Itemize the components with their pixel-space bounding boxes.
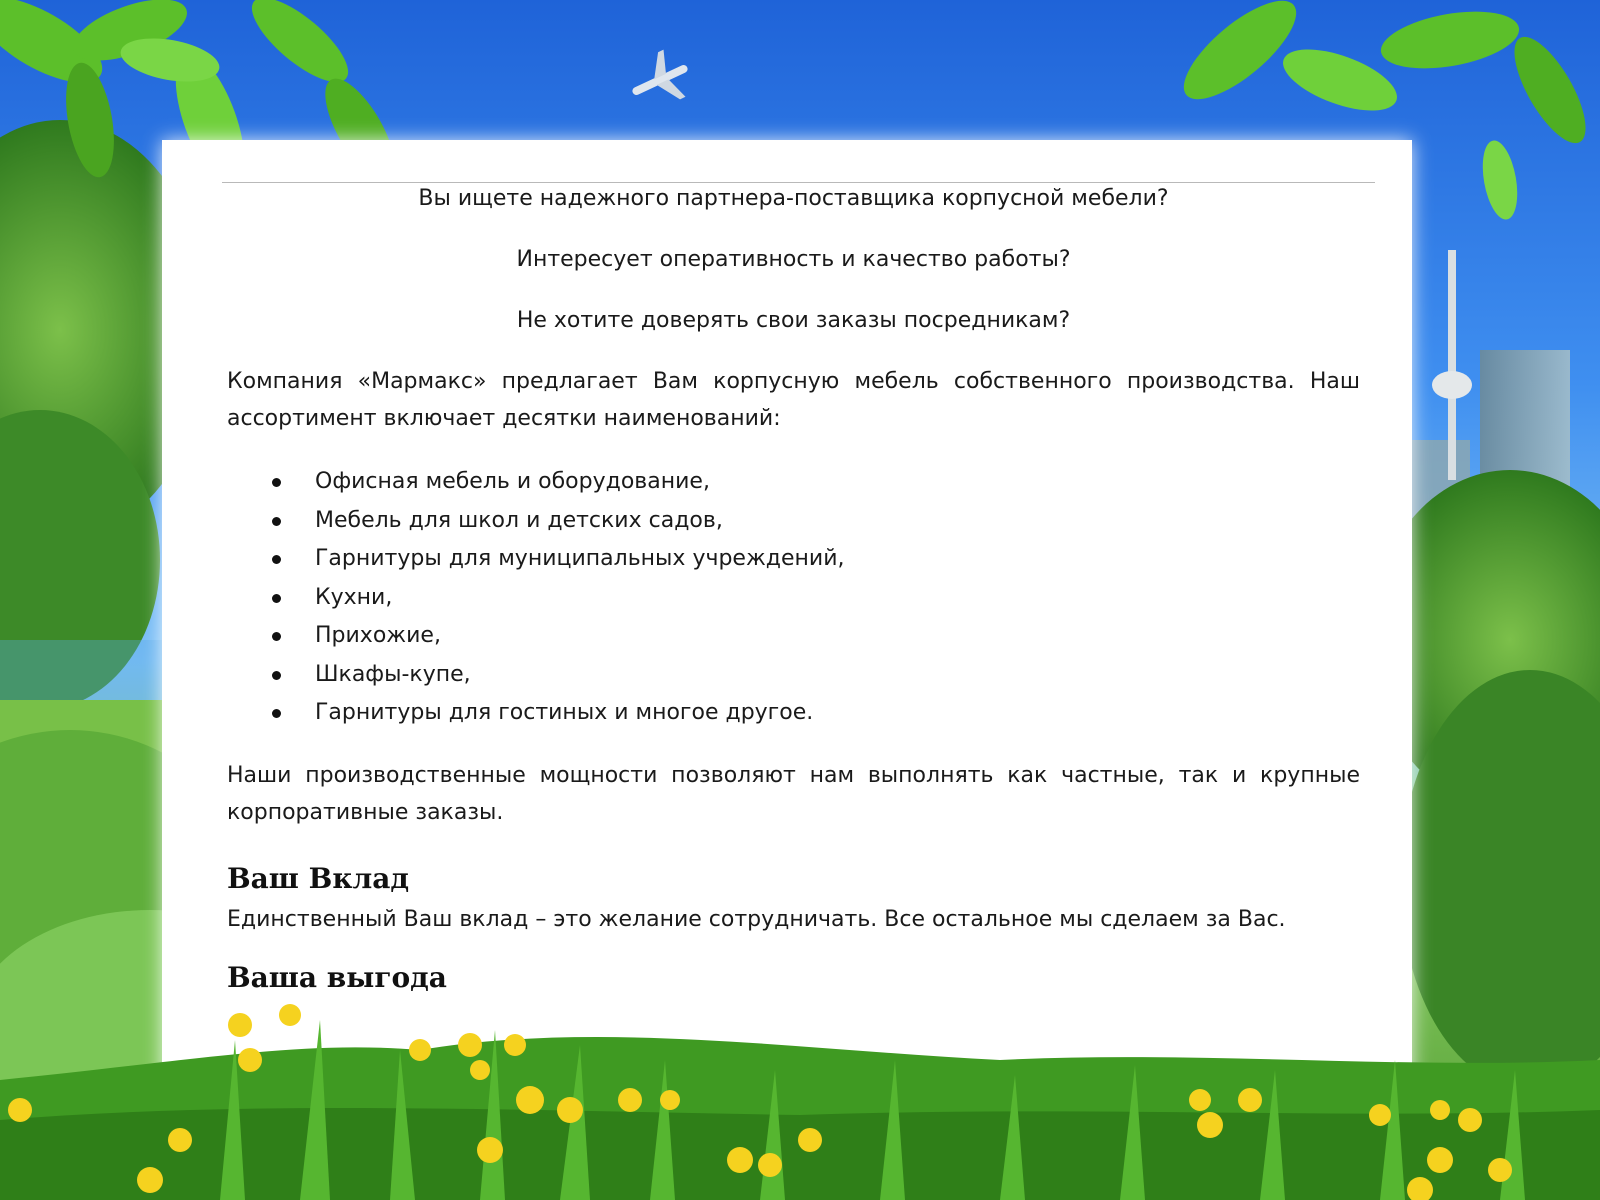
list-item-label: Шкафы-купе, bbox=[315, 661, 471, 687]
airplane-icon bbox=[622, 44, 698, 116]
bullet-icon bbox=[272, 517, 281, 526]
list-item bbox=[227, 463, 1360, 502]
document-body bbox=[227, 180, 1360, 1000]
list-item bbox=[227, 540, 1360, 579]
capacity-paragraph: Наши производственные мощности позволяют нам выполнять как частные, так и крупные корпоративные заказы. bbox=[227, 762, 1360, 825]
list-item-label: Гарнитуры для муниципальных учреждений, bbox=[315, 546, 845, 571]
contribution-text: Единственный Ваш вклад – это желание сотрудничать. Все остальное мы сделаем за Вас. bbox=[227, 906, 1286, 932]
list-item bbox=[227, 617, 1360, 656]
bullet-icon bbox=[272, 478, 281, 487]
list-item bbox=[227, 579, 1360, 618]
tv-tower bbox=[1448, 250, 1456, 480]
bullet-icon bbox=[272, 632, 281, 641]
document-panel bbox=[162, 140, 1412, 1120]
list-item bbox=[227, 694, 1360, 733]
list-item-label: Кухни, bbox=[315, 584, 393, 610]
list-item bbox=[227, 502, 1360, 541]
question-2: Интересует оперативность и качество работы? bbox=[516, 247, 1071, 272]
tv-tower-pod bbox=[1432, 371, 1472, 399]
intro-paragraph: Компания «Мармакс» предлагает Вам корпусную мебель собственного производства. Наш ассортимент включает десятки наименований: bbox=[227, 369, 1360, 431]
list-item-label: Мебель для школ и детских садов, bbox=[315, 507, 723, 533]
bullet-icon bbox=[272, 671, 281, 680]
list-item-label: Офисная мебель и оборудование, bbox=[315, 469, 710, 494]
bullet-icon bbox=[272, 555, 281, 564]
product-list bbox=[227, 463, 1360, 733]
list-item bbox=[227, 656, 1360, 695]
list-item-label: Прихожие, bbox=[315, 623, 441, 648]
section-heading-benefit: Ваша выгода bbox=[227, 960, 447, 994]
question-3: Не хотите доверять свои заказы посредникам? bbox=[516, 308, 1071, 333]
question-1: Вы ищете надежного партнера-поставщика корпусной мебели? bbox=[418, 186, 1169, 211]
bullet-icon bbox=[272, 709, 281, 718]
list-item-label: Гарнитуры для гостиных и многое другое. bbox=[315, 700, 814, 725]
bullet-icon bbox=[272, 594, 281, 603]
section-heading-contribution: Ваш Вклад bbox=[227, 861, 410, 895]
